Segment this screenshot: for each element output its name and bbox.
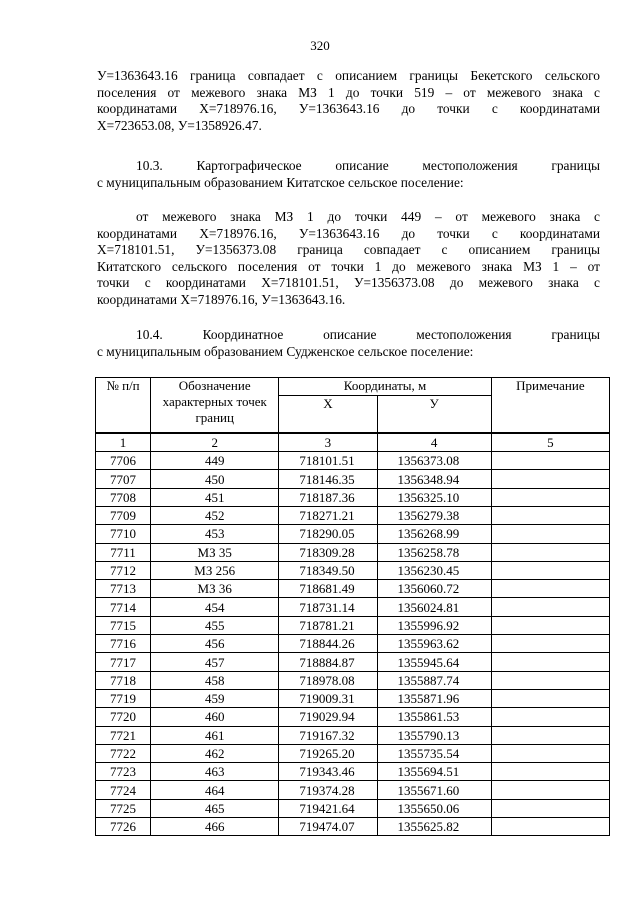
x-coordinate-cell: 718146.35	[279, 470, 377, 488]
body-line: Китатского сельского поселения от точки 1 до межевого знака МЗ 1 – от	[97, 258, 600, 274]
point-designation-cell: 449	[151, 452, 279, 470]
row-number-cell: 7721	[96, 726, 151, 744]
note-cell	[491, 708, 609, 726]
row-number-cell: 7723	[96, 763, 151, 781]
y-coordinate-cell: 1356060.72	[377, 580, 491, 598]
table-row	[96, 781, 610, 799]
y-coordinate-cell: 1356325.10	[377, 488, 491, 506]
note-cell	[491, 763, 609, 781]
row-number-cell: 7724	[96, 781, 151, 799]
point-designation-cell: 455	[151, 616, 279, 634]
table-row	[96, 653, 610, 671]
y-coordinate-cell: 1355861.53	[377, 708, 491, 726]
note-cell	[491, 671, 609, 689]
point-designation-cell: 466	[151, 818, 279, 836]
y-coordinate-cell: 1355625.82	[377, 818, 491, 836]
heading-line: 10.4. Координатное описание местоположения границы	[136, 327, 600, 342]
y-coordinate-cell: 1356279.38	[377, 506, 491, 524]
x-coordinate-cell: 718781.21	[279, 616, 377, 634]
x-coordinate-cell: 718187.36	[279, 488, 377, 506]
y-coordinate-cell: 1355996.92	[377, 616, 491, 634]
point-designation-cell: 459	[151, 689, 279, 707]
row-number-cell: 7725	[96, 799, 151, 817]
note-cell	[491, 635, 609, 653]
point-designation-cell: 463	[151, 763, 279, 781]
intro-line: Х=723653.08, У=1358926.47.	[97, 117, 262, 133]
table-row	[96, 744, 610, 762]
note-cell	[491, 653, 609, 671]
row-number-cell: 7714	[96, 598, 151, 616]
note-cell	[491, 470, 609, 488]
table-row	[96, 488, 610, 506]
point-designation-cell: МЗ 256	[151, 561, 279, 579]
x-coordinate-cell: 718271.21	[279, 506, 377, 524]
header-designation: Обозначение характерных точек границ	[151, 378, 279, 433]
note-cell	[491, 506, 609, 524]
note-cell	[491, 689, 609, 707]
table-row	[96, 799, 610, 817]
table-row	[96, 452, 610, 470]
point-designation-cell: 453	[151, 525, 279, 543]
table-row	[96, 689, 610, 707]
note-cell	[491, 616, 609, 634]
point-designation-cell: 451	[151, 488, 279, 506]
x-coordinate-cell: 719265.20	[279, 744, 377, 762]
table-row	[96, 561, 610, 579]
row-number-cell: 7707	[96, 470, 151, 488]
note-cell	[491, 580, 609, 598]
row-number-cell: 7708	[96, 488, 151, 506]
point-designation-cell: 452	[151, 506, 279, 524]
table-body	[96, 452, 610, 836]
row-number-cell: 7722	[96, 744, 151, 762]
heading-line: с муниципальным образованием Судженское сельское поселение:	[97, 343, 474, 359]
row-number-cell: 7718	[96, 671, 151, 689]
x-coordinate-cell: 719374.28	[279, 781, 377, 799]
y-coordinate-cell: 1356024.81	[377, 598, 491, 616]
index-cell: 5	[491, 433, 609, 452]
x-coordinate-cell: 719421.64	[279, 799, 377, 817]
y-coordinate-cell: 1356268.99	[377, 525, 491, 543]
row-number-cell: 7717	[96, 653, 151, 671]
note-cell	[491, 561, 609, 579]
row-number-cell: 7720	[96, 708, 151, 726]
point-designation-cell: МЗ 35	[151, 543, 279, 561]
row-number-cell: 7719	[96, 689, 151, 707]
point-designation-cell: 454	[151, 598, 279, 616]
table-row	[96, 671, 610, 689]
row-number-cell: 7726	[96, 818, 151, 836]
index-cell: 3	[279, 433, 377, 452]
heading-line: 10.3. Картографическое описание местоположения границы	[136, 158, 600, 173]
point-designation-cell: 464	[151, 781, 279, 799]
header-coords: Координаты, м	[279, 378, 491, 396]
point-designation-cell: МЗ 36	[151, 580, 279, 598]
note-cell	[491, 598, 609, 616]
y-coordinate-cell: 1355871.96	[377, 689, 491, 707]
table-row	[96, 470, 610, 488]
note-cell	[491, 488, 609, 506]
x-coordinate-cell: 718290.05	[279, 525, 377, 543]
header-x: Х	[279, 396, 377, 433]
intro-line: координатами Х=718976.16, У=1363643.16 до точки с координатами	[97, 101, 600, 117]
point-designation-cell: 450	[151, 470, 279, 488]
y-coordinate-cell: 1356258.78	[377, 543, 491, 561]
y-coordinate-cell: 1356348.94	[377, 470, 491, 488]
note-cell	[491, 452, 609, 470]
row-number-cell: 7712	[96, 561, 151, 579]
note-cell	[491, 726, 609, 744]
table-row	[96, 763, 610, 781]
row-number-cell: 7715	[96, 616, 151, 634]
x-coordinate-cell: 719343.46	[279, 763, 377, 781]
x-coordinate-cell: 718731.14	[279, 598, 377, 616]
row-number-cell: 7706	[96, 452, 151, 470]
x-coordinate-cell: 718681.49	[279, 580, 377, 598]
x-coordinate-cell: 718844.26	[279, 635, 377, 653]
x-coordinate-cell: 718978.08	[279, 671, 377, 689]
x-coordinate-cell: 718884.87	[279, 653, 377, 671]
note-cell	[491, 744, 609, 762]
point-designation-cell: 462	[151, 744, 279, 762]
body-line: от межевого знака МЗ 1 до точки 449 – от межевого знака с	[136, 209, 600, 224]
body-line: точки с координатами Х=718101.51, У=1356373.08 до межевого знака с	[97, 275, 600, 291]
y-coordinate-cell: 1355671.60	[377, 781, 491, 799]
body-line: Х=718101.51, У=1356373.08 граница совпадает с описанием границы	[97, 242, 600, 258]
table-row	[96, 635, 610, 653]
point-designation-cell: 461	[151, 726, 279, 744]
section-10-4-heading	[97, 327, 600, 360]
header-note: Примечание	[491, 378, 609, 433]
section-10-3-heading	[97, 158, 600, 191]
note-cell	[491, 818, 609, 836]
body-line: координатами Х=718976.16, У=1363643.16.	[97, 291, 346, 307]
point-designation-cell: 457	[151, 653, 279, 671]
table-row	[96, 818, 610, 836]
section-10-3-body	[97, 209, 600, 309]
y-coordinate-cell: 1355887.74	[377, 671, 491, 689]
index-cell: 2	[151, 433, 279, 452]
header-y: У	[377, 396, 491, 433]
intro-paragraph	[97, 68, 600, 134]
header-num: № п/п	[96, 378, 151, 433]
body-line: координатами Х=718976.16, У=1363643.16 до точки с координатами	[97, 225, 600, 241]
table-row	[96, 580, 610, 598]
point-designation-cell: 456	[151, 635, 279, 653]
note-cell	[491, 525, 609, 543]
point-designation-cell: 460	[151, 708, 279, 726]
point-designation-cell: 458	[151, 671, 279, 689]
y-coordinate-cell: 1356230.45	[377, 561, 491, 579]
index-cell: 4	[377, 433, 491, 452]
table-row	[96, 616, 610, 634]
table-row	[96, 543, 610, 561]
y-coordinate-cell: 1356373.08	[377, 452, 491, 470]
note-cell	[491, 799, 609, 817]
y-coordinate-cell: 1355650.06	[377, 799, 491, 817]
point-designation-cell: 465	[151, 799, 279, 817]
x-coordinate-cell: 719167.32	[279, 726, 377, 744]
table-row	[96, 726, 610, 744]
page-number: 320	[310, 38, 330, 53]
row-number-cell: 7716	[96, 635, 151, 653]
x-coordinate-cell: 718101.51	[279, 452, 377, 470]
intro-line: поселения от межевого знака МЗ 1 до точки 519 – от межевого знака с	[97, 84, 600, 100]
row-number-cell: 7713	[96, 580, 151, 598]
x-coordinate-cell: 719029.94	[279, 708, 377, 726]
intro-line: У=1363643.16 граница совпадает с описанием границы Бекетского сельского	[97, 68, 600, 83]
row-number-cell: 7710	[96, 525, 151, 543]
y-coordinate-cell: 1355963.62	[377, 635, 491, 653]
note-cell	[491, 543, 609, 561]
x-coordinate-cell: 719474.07	[279, 818, 377, 836]
table-row	[96, 506, 610, 524]
y-coordinate-cell: 1355790.13	[377, 726, 491, 744]
table-row	[96, 525, 610, 543]
y-coordinate-cell: 1355735.54	[377, 744, 491, 762]
row-number-cell: 7711	[96, 543, 151, 561]
x-coordinate-cell: 718349.50	[279, 561, 377, 579]
table-row	[96, 598, 610, 616]
table-row	[96, 708, 610, 726]
x-coordinate-cell: 719009.31	[279, 689, 377, 707]
x-coordinate-cell: 718309.28	[279, 543, 377, 561]
note-cell	[491, 781, 609, 799]
y-coordinate-cell: 1355945.64	[377, 653, 491, 671]
index-cell: 1	[96, 433, 151, 452]
y-coordinate-cell: 1355694.51	[377, 763, 491, 781]
row-number-cell: 7709	[96, 506, 151, 524]
heading-line: с муниципальным образованием Китатское сельское поселение:	[97, 174, 464, 190]
coordinates-table	[95, 377, 610, 836]
